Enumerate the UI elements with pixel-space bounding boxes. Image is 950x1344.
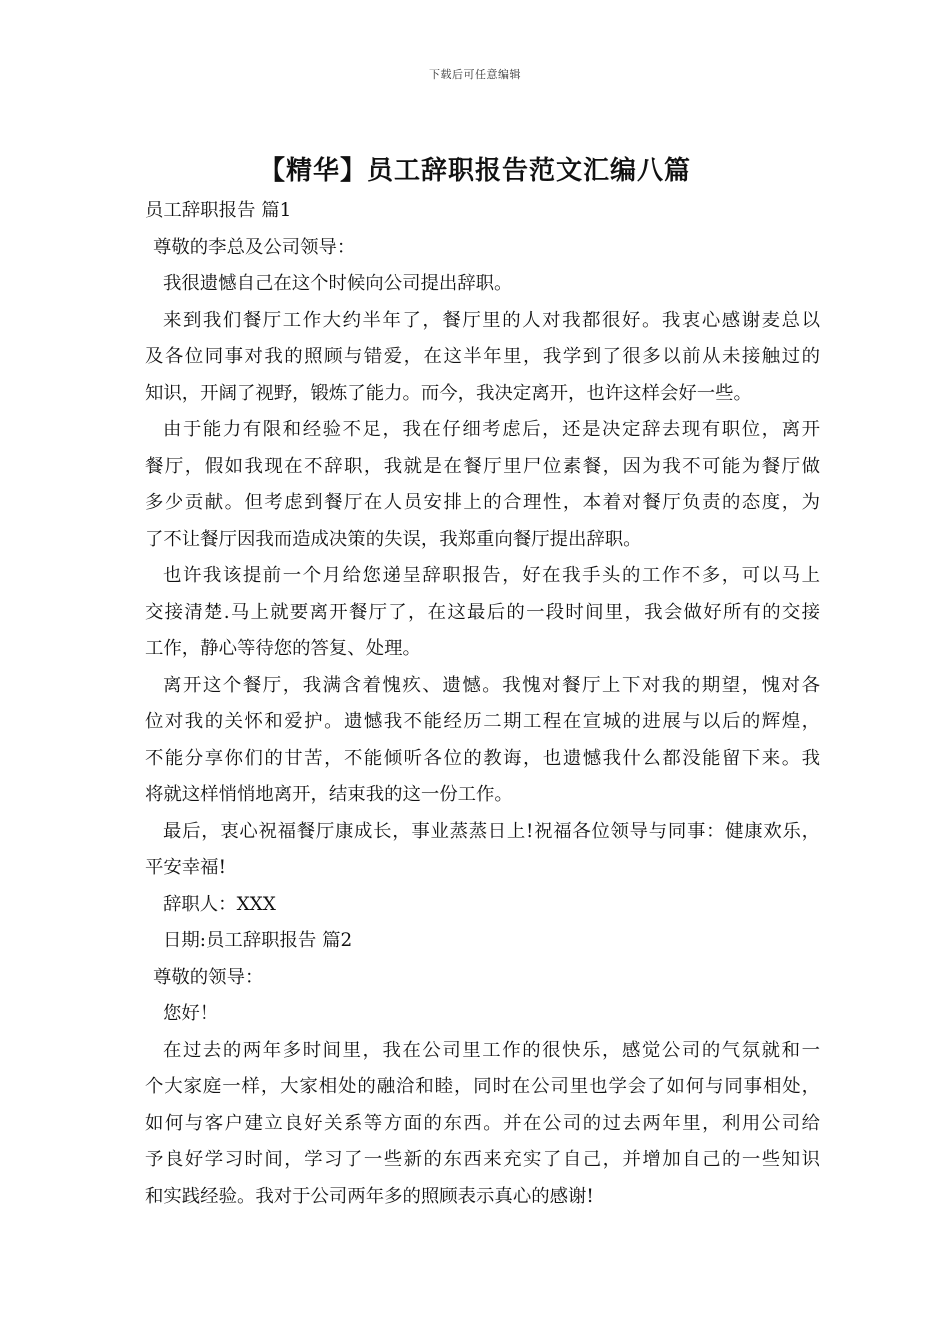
text-line: 辞职人：XXX [163,893,276,915]
text-line: 也许我该提前一个月给您递呈辞职报告，好在我手头的工作不多，可以马上 [163,565,820,586]
text-line: 个大家庭一样，大家相处的融洽和睦，同时在公司里也学会了如何与同事相处， [145,1076,820,1097]
text-line: 尊敬的领导： [153,966,264,988]
text-line: 位对我的关怀和爱护。遗憾我不能经历二期工程在宣城的进展与以后的辉煌， [145,711,820,732]
text-line: 将就这样悄悄地离开，结束我的这一份工作。 [145,784,513,805]
text-line: 员工辞职报告 篇1 [145,200,292,221]
text-line: 及各位同事对我的照顾与错爱，在这半年里，我学到了很多以前从未接触过的 [145,346,820,367]
text-line: 餐厅，假如我现在不辞职，我就是在餐厅里尸位素餐，因为我不可能为餐厅做 [145,455,820,477]
text-line: 离开这个餐厅，我满含着愧疚、遗憾。我愧对餐厅上下对我的期望，愧对各 [163,674,820,696]
header-note: 下载后可任意编辑 [429,68,521,81]
text-line: 了不让餐厅因我而造成决策的失误，我郑重向餐厅提出辞职。 [145,528,642,550]
text-line: 工作，静心等待您的答复、处理。 [145,638,421,659]
text-line: 不能分享你们的甘苦，不能倾听各位的教诲，也遗憾我什么都没能留下来。我 [145,747,820,769]
text-line: 来到我们餐厅工作大约半年了，餐厅里的人对我都很好。我衷心感谢麦总以 [163,309,820,331]
text-line: 由于能力有限和经验不足，我在仔细考虑后，还是决定辞去现有职位，离开 [163,419,820,440]
text-line: 平安幸福! [145,857,226,878]
text-line: 最后，衷心祝福餐厅康成长，事业蒸蒸日上!祝福各位领导与同事：健康欢乐， [163,820,820,842]
text-line: 交接清楚.马上就要离开餐厅了，在这最后的一段时间里，我会做好所有的交接 [145,601,820,623]
text-line: 日期:员工辞职报告 篇2 [163,930,353,951]
text-line: 您好！ [163,1003,219,1024]
text-line: 如何与客户建立良好关系等方面的东西。并在公司的过去两年里，利用公司给 [145,1112,820,1134]
text-line: 我很遗憾自己在这个时候向公司提出辞职。 [163,273,513,294]
document-title: 【精华】员工辞职报告范文汇编八篇 [258,156,691,186]
text-line: 多少贡献。但考虑到餐厅在人员安排上的合理性，本着对餐厅负责的态度，为 [145,492,820,513]
text-line: 尊敬的李总及公司领导： [153,236,356,258]
text-line: 和实践经验。我对于公司两年多的照顾表示真心的感谢! [145,1185,594,1207]
text-line: 知识，开阔了视野，锻炼了能力。而今，我决定离开，也许这样会好一些。 [145,382,752,404]
text-line: 予良好学习时间，学习了一些新的东西来充实了自己，并增加自己的一些知识 [145,1149,820,1170]
text-line: 在过去的两年多时间里，我在公司里工作的很快乐，感觉公司的气氛就和一 [163,1039,820,1061]
document-body [145,193,820,1215]
